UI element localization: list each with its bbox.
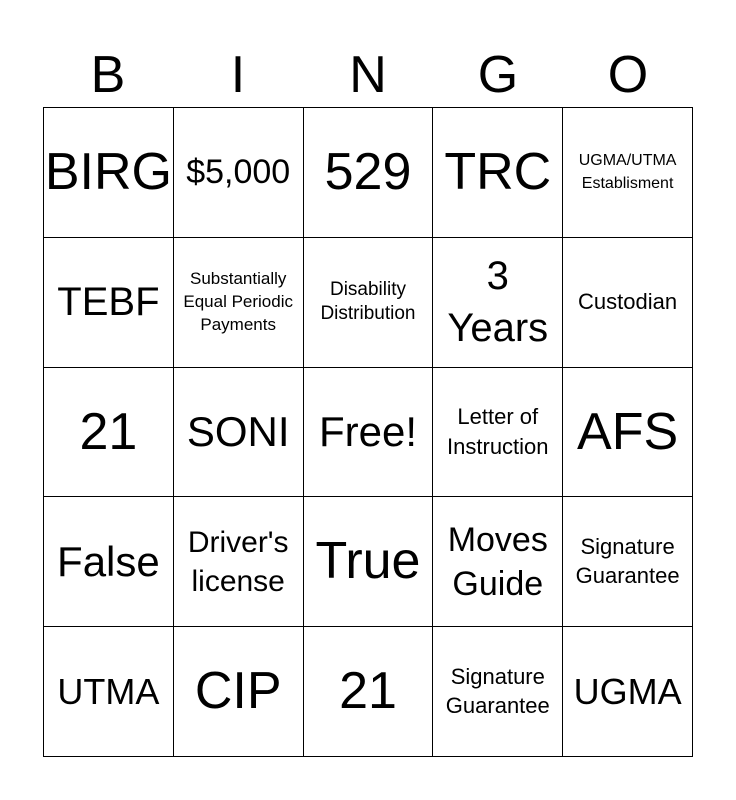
bingo-cell-r1c3[interactable]: [304, 108, 434, 238]
cell-text: SONI: [186, 407, 290, 455]
cell-text: Signature Guarantee: [575, 534, 680, 588]
bingo-cell-r1c2[interactable]: [174, 108, 304, 238]
bingo-card-grid: [43, 107, 693, 757]
bingo-header: [43, 44, 693, 106]
cell-text: Letter of Instruction: [447, 404, 549, 459]
bingo-cell-r1c1[interactable]: [44, 108, 174, 238]
header-letter-o: O: [607, 46, 649, 104]
bingo-cell-r5c4[interactable]: [433, 627, 563, 757]
bingo-cell-r2c2[interactable]: [174, 238, 304, 368]
bingo-cell-r3c1[interactable]: [44, 368, 174, 498]
bingo-cell-r1c5[interactable]: [563, 108, 693, 238]
cell-text: Signature Guarantee: [445, 664, 550, 718]
cell-text: 21: [79, 402, 138, 461]
cell-text: $5,000: [186, 152, 291, 191]
cell-text: Substantially Equal Periodic Payments: [183, 268, 293, 334]
bingo-cell-r5c1[interactable]: [44, 627, 174, 757]
bingo-cell-r3c4[interactable]: [433, 368, 563, 498]
bingo-cell-r3c5[interactable]: [563, 368, 693, 498]
header-letter-b: B: [90, 46, 126, 104]
header-letter-i: I: [230, 46, 246, 104]
cell-text: Custodian: [578, 289, 678, 315]
bingo-cell-r2c5[interactable]: [563, 238, 693, 368]
cell-text: UGMA: [573, 670, 682, 712]
bingo-cell-r3c2[interactable]: [174, 368, 304, 498]
cell-text: True: [315, 532, 421, 591]
cell-text: False: [57, 537, 160, 585]
bingo-cell-r4c3[interactable]: [304, 497, 434, 627]
bingo-cell-r2c3[interactable]: [304, 238, 434, 368]
bingo-cell-r2c4[interactable]: [433, 238, 563, 368]
cell-text: TRC: [444, 143, 552, 202]
cell-text: 21: [339, 662, 397, 721]
cell-text: CIP: [194, 662, 282, 721]
cell-text: Disability Distribution: [320, 278, 416, 325]
cell-text: TEBF: [57, 280, 160, 325]
bingo-cell-r2c1[interactable]: [44, 238, 174, 368]
header-letter-g: G: [477, 46, 519, 104]
cell-text: Driver's license: [187, 525, 289, 598]
bingo-cell-r4c4[interactable]: [433, 497, 563, 627]
bingo-cell-r3c3[interactable]: [304, 368, 434, 498]
bingo-cell-r4c1[interactable]: [44, 497, 174, 627]
bingo-cell-r5c3[interactable]: [304, 627, 434, 757]
bingo-cell-r4c2[interactable]: [174, 497, 304, 627]
bingo-cell-r1c4[interactable]: [433, 108, 563, 238]
cell-text: Moves Guide: [447, 520, 548, 603]
cell-text: UGMA/UTMA Establisment: [578, 152, 677, 193]
cell-text: 529: [324, 143, 412, 202]
cell-text: Free!: [318, 407, 417, 455]
cell-text: AFS: [577, 402, 679, 461]
cell-text: UTMA: [57, 670, 160, 712]
bingo-cell-r4c5[interactable]: [563, 497, 693, 627]
bingo-cell-r5c2[interactable]: [174, 627, 304, 757]
bingo-cell-r5c5[interactable]: [563, 627, 693, 757]
cell-text: 3 Years: [447, 254, 549, 351]
cell-text: BIRG: [44, 143, 172, 202]
header-letter-n: N: [349, 46, 387, 104]
